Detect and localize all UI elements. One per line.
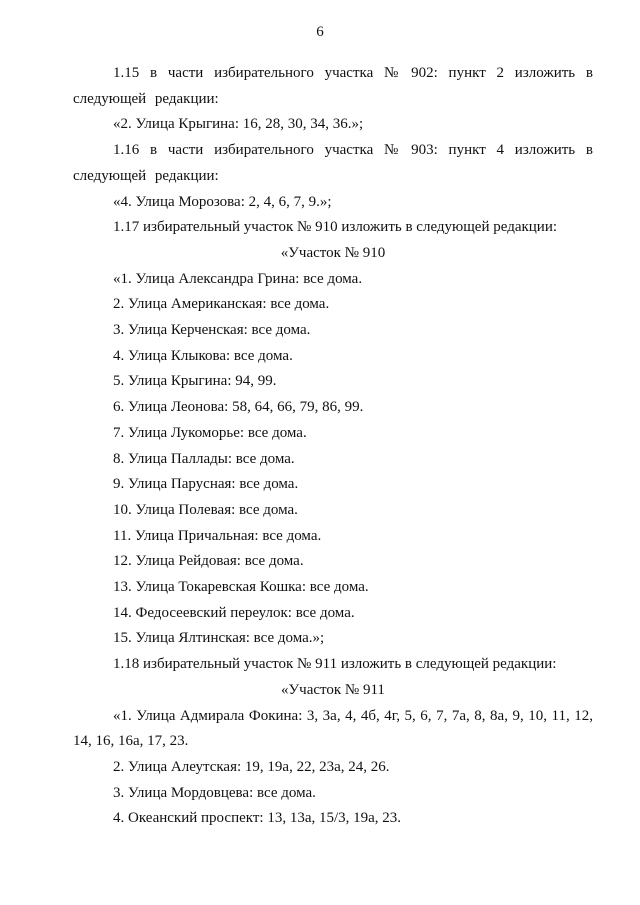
list-item-910: 3. Улица Керченская: все дома. xyxy=(113,322,311,339)
list-item-910: 11. Улица Причальная: все дома. xyxy=(113,527,322,544)
list-item-911: 2. Улица Алеутская: 19, 19а, 22, 23а, 24, 26. xyxy=(113,758,390,775)
list-item-911: 3. Улица Мордовцева: все дома. xyxy=(113,784,316,801)
paragraph-1-18: 1.18 избирательный участок № 911 изложить в следующей редакции: xyxy=(113,656,557,673)
list-item-910: 7. Улица Лукоморье: все дома. xyxy=(113,424,307,441)
list-item-911: «1. Улица Адмирала Фокина: 3, 3а, 4, 4б, 4г, 5, 6, 7, 7а, 8, 8а, 9, 10, 11, 12, 14, 16, 16а, 17, 23. xyxy=(73,707,593,750)
list-item-910: 10. Улица Полевая: все дома. xyxy=(113,501,298,518)
paragraph-1-15-quote: «2. Улица Крыгина: 16, 28, 30, 34, 36.»; xyxy=(113,116,364,133)
list-item-910: 14. Федосеевский переулок: все дома. xyxy=(113,604,355,621)
list-item-911: 4. Океанский проспект: 13, 13а, 15/3, 19а, 23. xyxy=(113,810,402,827)
section-heading-910: «Участок № 910 xyxy=(280,244,386,261)
list-item-910: 5. Улица Крыгина: 94, 99. xyxy=(113,373,277,390)
paragraph-1-16: 1.16 в части избирательного участка № 903: пункт 4 изложить в следующей редакции: xyxy=(73,142,593,184)
page-number: 6 xyxy=(316,24,324,40)
list-item-910: 15. Улица Ялтинская: все дома.»; xyxy=(113,630,325,647)
list-item-910: 2. Улица Американская: все дома. xyxy=(113,296,330,313)
list-item-910: 13. Улица Токаревская Кошка: все дома. xyxy=(113,579,369,596)
list-item-910: 9. Улица Парусная: все дома. xyxy=(113,476,299,493)
paragraph-1-17: 1.17 избирательный участок № 910 изложить в следующей редакции: xyxy=(113,219,558,236)
paragraph-1-16-quote: «4. Улица Морозова: 2, 4, 6, 7, 9.»; xyxy=(113,193,332,210)
paragraph-1-15: 1.15 в части избирательного участка № 902: пункт 2 изложить в следующей редакции: xyxy=(73,65,593,107)
document-body xyxy=(73,61,593,832)
list-item-910: 8. Улица Паллады: все дома. xyxy=(113,450,295,467)
section-heading-911: «Участок № 911 xyxy=(281,681,385,698)
list-item-910: 4. Улица Клыкова: все дома. xyxy=(113,347,293,364)
list-item-910: 6. Улица Леонова: 58, 64, 66, 79, 86, 99. xyxy=(113,399,364,416)
list-item-910: 12. Улица Рейдовая: все дома. xyxy=(113,553,304,570)
list-item-910: «1. Улица Александра Грина: все дома. xyxy=(113,270,363,287)
